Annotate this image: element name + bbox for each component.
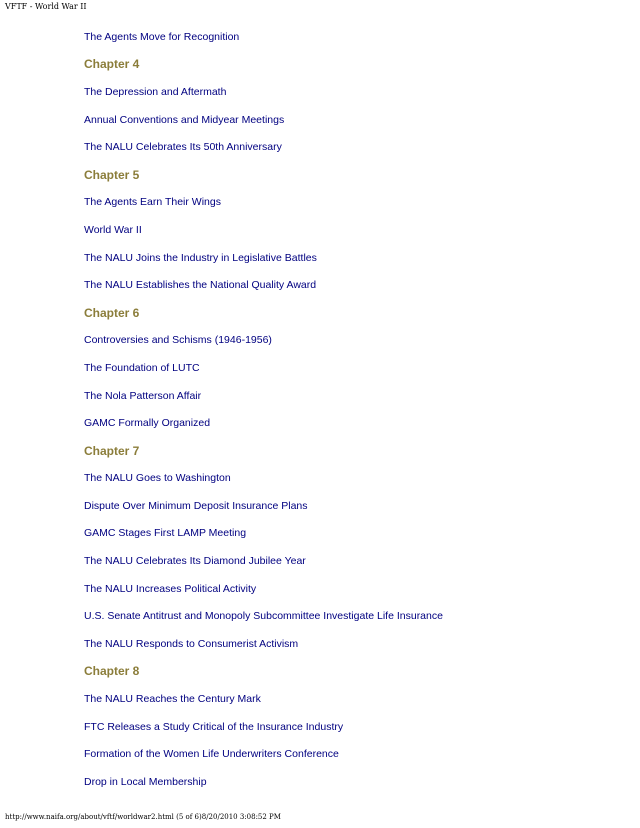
toc-row — [84, 133, 624, 161]
toc-row — [84, 271, 624, 299]
page-header-title: VFTF - World War II — [5, 2, 87, 11]
toc-link[interactable]: The NALU Establishes the National Quality Award — [84, 279, 317, 292]
table-of-contents — [84, 23, 624, 796]
toc-row — [84, 768, 624, 796]
toc-link[interactable]: The NALU Increases Political Activity — [84, 582, 257, 595]
chapter-row — [84, 658, 624, 686]
chapter-heading: Chapter 8 — [84, 664, 140, 679]
toc-link[interactable]: GAMC Stages First LAMP Meeting — [84, 527, 247, 540]
toc-link[interactable]: The Foundation of LUTC — [84, 361, 200, 374]
toc-row — [84, 685, 624, 713]
toc-link[interactable]: GAMC Formally Organized — [84, 417, 211, 430]
toc-row — [84, 547, 624, 575]
toc-link[interactable]: The Agents Earn Their Wings — [84, 196, 221, 209]
toc-row — [84, 189, 624, 217]
chapter-heading: Chapter 6 — [84, 305, 140, 320]
chapter-row — [84, 51, 624, 79]
toc-row — [84, 216, 624, 244]
toc-link[interactable]: The NALU Responds to Consumerist Activism — [84, 637, 299, 650]
toc-link[interactable]: U.S. Senate Antitrust and Monopoly Subcommittee Investigate Life Insurance — [84, 610, 443, 623]
toc-link[interactable]: FTC Releases a Study Critical of the Insurance Industry — [84, 720, 344, 733]
toc-link[interactable]: The NALU Goes to Washington — [84, 472, 231, 485]
chapter-row — [84, 437, 624, 465]
toc-row — [84, 520, 624, 548]
toc-row — [84, 78, 624, 106]
toc-row — [84, 327, 624, 355]
chapter-heading: Chapter 7 — [84, 443, 140, 458]
chapter-heading: Chapter 4 — [84, 57, 140, 72]
toc-row — [84, 740, 624, 768]
toc-link[interactable]: The NALU Reaches the Century Mark — [84, 693, 261, 706]
toc-link[interactable]: Drop in Local Membership — [84, 775, 207, 788]
toc-row — [84, 382, 624, 410]
toc-row — [84, 354, 624, 382]
chapter-row — [84, 161, 624, 189]
toc-link[interactable]: Annual Conventions and Midyear Meetings — [84, 113, 285, 126]
toc-row — [84, 106, 624, 134]
chapter-row — [84, 299, 624, 327]
toc-link[interactable]: Controversies and Schisms (1946-1956) — [84, 334, 272, 347]
toc-row — [84, 244, 624, 272]
toc-row — [84, 602, 624, 630]
toc-link[interactable]: Formation of the Women Life Underwriters Conference — [84, 748, 339, 761]
toc-link[interactable]: The Nola Patterson Affair — [84, 389, 202, 402]
toc-link[interactable]: Dispute Over Minimum Deposit Insurance Plans — [84, 499, 308, 512]
toc-link[interactable]: The Depression and Aftermath — [84, 85, 227, 98]
toc-row — [84, 713, 624, 741]
toc-link[interactable]: The NALU Celebrates Its 50th Anniversary — [84, 141, 282, 154]
toc-row — [84, 465, 624, 493]
toc-row — [84, 575, 624, 603]
chapter-heading: Chapter 5 — [84, 167, 140, 182]
page-footer-url: http://www.naifa.org/about/vftf/worldwar2.html (5 of 6)8/20/2010 3:08:52 PM — [5, 813, 281, 821]
toc-link[interactable]: The NALU Celebrates Its Diamond Jubilee Year — [84, 555, 306, 568]
toc-link[interactable]: The NALU Joins the Industry in Legislative Battles — [84, 251, 317, 264]
toc-row — [84, 630, 624, 658]
toc-link[interactable]: World War II — [84, 223, 142, 236]
toc-link[interactable]: The Agents Move for Recognition — [84, 30, 240, 43]
toc-row — [84, 23, 624, 51]
toc-row — [84, 492, 624, 520]
toc-row — [84, 409, 624, 437]
